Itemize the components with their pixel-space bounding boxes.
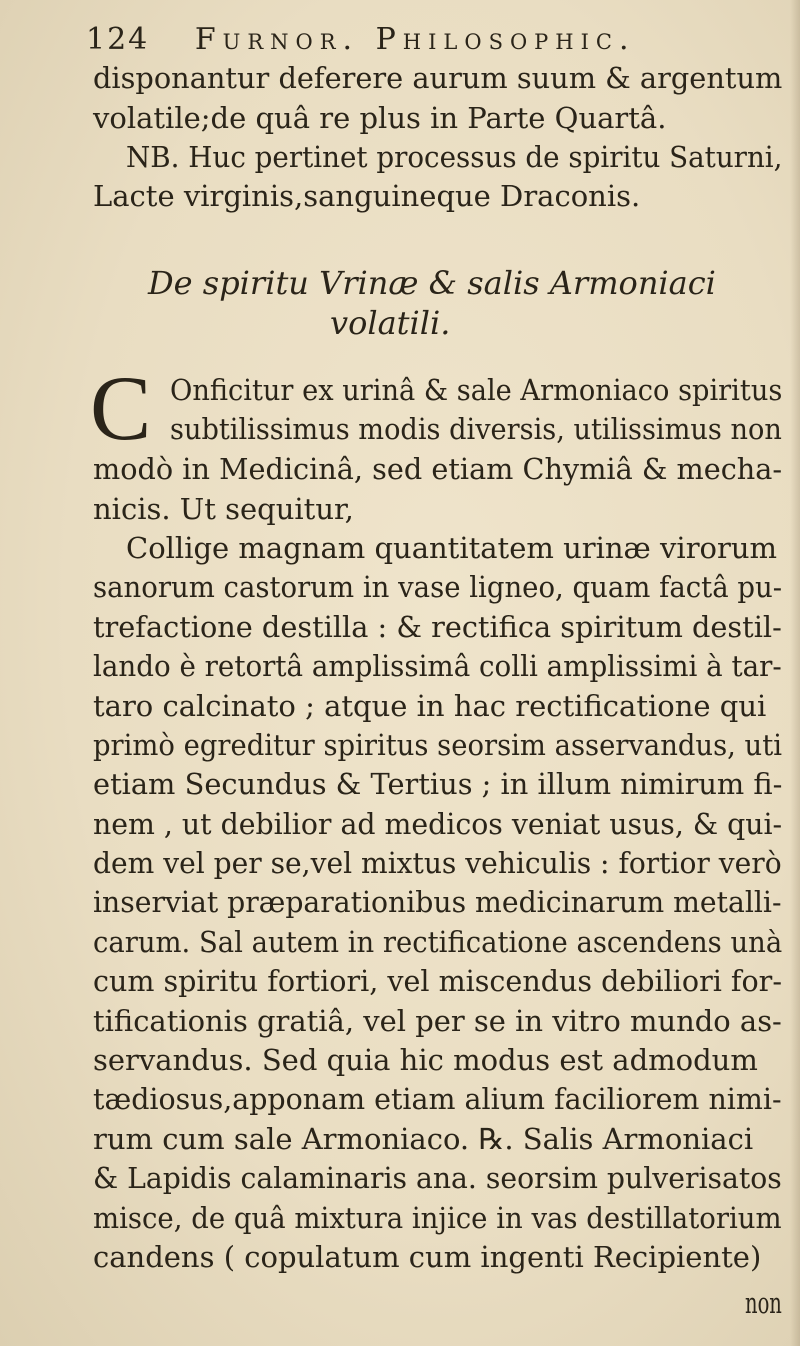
body-text-line: & Lapidis calaminaris ana. seorsim pulverisatos	[93, 1161, 782, 1195]
body-text-line: subtilissimus modis diversis, utilissimus non	[170, 412, 782, 446]
body-text-line: cum spiritu fortiori, vel miscendus debiliori for-	[93, 964, 782, 998]
body-text-line: lando è retortâ amplissimâ colli amplissimi à tar-	[93, 649, 782, 683]
body-text-line: tædiosus,apponam etiam alium faciliorem nimi-	[93, 1082, 782, 1116]
drop-cap: C	[90, 357, 152, 459]
nb-note-line: Lacte virginis,sanguineque Draconis.	[93, 179, 641, 213]
section-heading-continued: volatili.	[330, 304, 451, 342]
section-heading: De spiritu Vrinæ & salis Armoniaci	[148, 264, 716, 302]
body-text-line: rum cum sale Armoniaco. ℞. Salis Armoniaci	[93, 1122, 754, 1156]
body-text-line: misce, de quâ mixtura injice in vas destillatorium	[93, 1201, 782, 1235]
body-text-line: dem vel per se,vel mixtus vehiculis : fortior verò	[93, 846, 782, 880]
text-line: disponantur deferere aurum suum & argentum	[93, 61, 783, 95]
body-text-line: nicis. Ut sequitur,	[93, 492, 354, 526]
running-header	[86, 22, 636, 57]
page-number: 124	[86, 22, 150, 57]
body-text-line: trefactione destilla : & rectifica spiritum destil-	[93, 610, 782, 644]
catchword: non	[745, 1286, 782, 1320]
running-title: Furnor. Philosophic.	[194, 22, 636, 57]
body-text-line: etiam Secundus & Tertius ; in illum nimirum fi-	[93, 767, 783, 801]
text-line: volatile;de quâ re plus in Parte Quartâ.	[93, 101, 667, 135]
body-text-line: candens ( copulatum cum ingenti Recipiente)	[93, 1240, 762, 1274]
page-gutter-shadow	[790, 0, 800, 1346]
body-text-line: sanorum castorum in vase ligneo, quam factâ pu-	[93, 570, 783, 604]
body-text-line: carum. Sal autem in rectificatione ascendens unà	[93, 925, 783, 959]
nb-note-line: NB. Huc pertinet processus de spiritu Saturni,	[126, 140, 783, 174]
body-text-line: tificationis gratiâ, vel per se in vitro mundo as-	[93, 1004, 782, 1038]
body-text-line: Onficitur ex urinâ & sale Armoniaco spiritus	[170, 373, 783, 407]
body-text-line: Collige magnam quantitatem urinæ virorum	[126, 531, 778, 565]
body-text-line: servandus. Sed quia hic modus est admodum	[93, 1043, 758, 1077]
body-text-line: nem , ut debilior ad medicos veniat usus, & qui-	[93, 807, 783, 841]
body-text-line: primò egreditur spiritus seorsim asservandus, uti	[93, 728, 782, 762]
body-text-line: modò in Medicinâ, sed etiam Chymiâ & mecha-	[93, 452, 783, 486]
body-text-line: taro calcinato ; atque in hac rectificatione qui	[93, 689, 767, 723]
body-text-line: inserviat præparationibus medicinarum metalli-	[93, 885, 782, 919]
